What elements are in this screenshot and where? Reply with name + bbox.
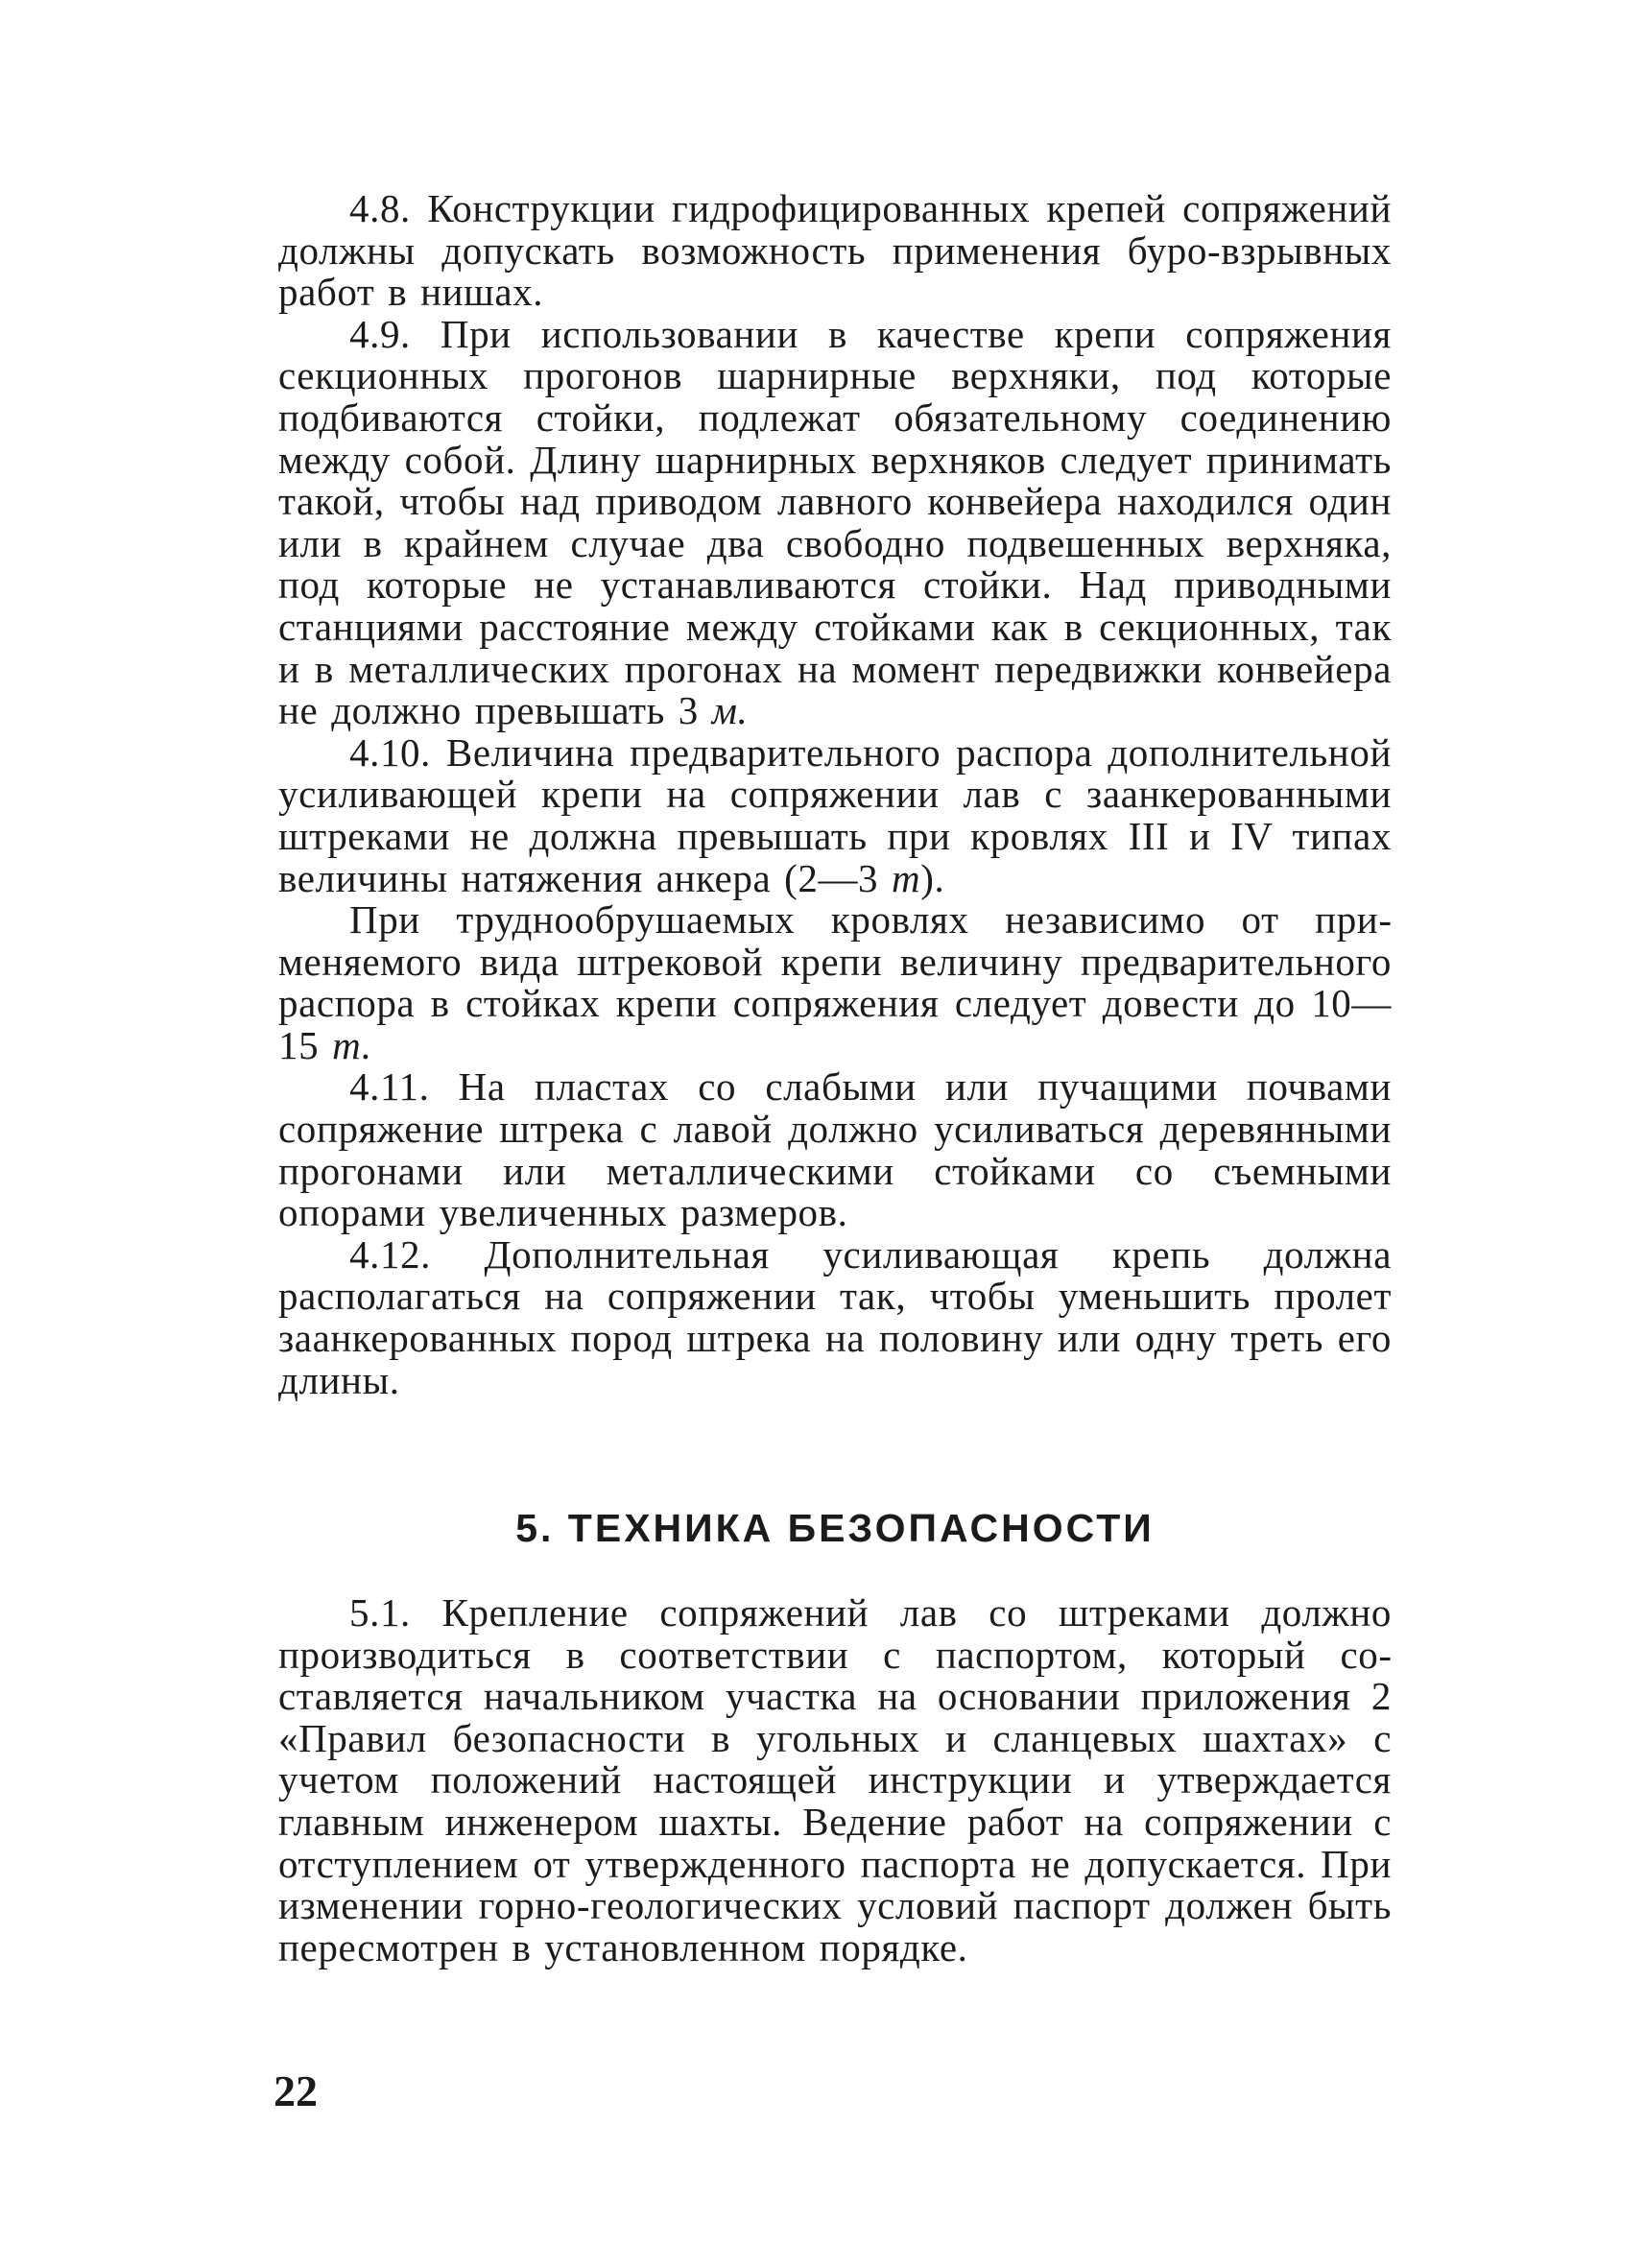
paragraph-4-11: [278, 1066, 1392, 1233]
paragraph-tail: ).: [920, 855, 945, 900]
paragraph-4-10: [278, 729, 1392, 900]
paragraph-4-10-continued: [278, 899, 1392, 1066]
paragraph-text: 5.1. Крепление сопряжений лав со штреками должно производиться в соответствии с паспортом, который составляется начальником участка на основании приложения 2 «Правил безопасности в угольных и сланцевых шахтах» с учетом положений настоящей инструкции и утверждается главным инженером шахты. Ведение работ на сопряжении с отступлением от утвержденного паспорта не допускается. При изменении горно-геологических условий паспорт должен быть пересмотрен в установленном порядке.: [278, 1590, 1392, 1970]
paragraph-text: 4.8. Конструкции гидрофицированных крепей сопряжений должны допускать возможность применения буро-взрывных работ в нишах.: [278, 186, 1392, 315]
paragraph-text: При труднообрушаемых кровлях независимо от применяемого вида штрековой крепи величину предварительного распора в стойках крепи сопряжения следует довести до 10—15: [278, 897, 1392, 1067]
paragraph-4-9: [278, 311, 1392, 733]
unit-label: м.: [711, 688, 749, 733]
unit-label: т: [892, 855, 921, 900]
paragraph-4-12: [278, 1231, 1392, 1402]
paragraph-4-8: [278, 188, 1392, 314]
section-heading: 5. ТЕХНИКА БЕЗОПАСНОСТИ: [515, 1506, 1155, 1550]
unit-label: т.: [332, 1022, 372, 1067]
section-4-continuation: [278, 188, 1392, 1401]
paragraph-text: 4.11. На пластах со слабыми или пучащими почвами сопряжение штрека с лавой должно усиливаться деревянными прогонами или металлическими стойками со съемными опорами увеличенных размеров.: [278, 1064, 1392, 1235]
paragraph-text: 4.10. Величина предварительного распора дополнительной усиливающей крепи на сопряжении лав с заанкерованными штреками не должна превышать при кровлях III и IV типах величины натяжения анкера (2—3: [278, 729, 1392, 900]
section-5-body: [278, 1592, 1392, 1969]
paragraph-5-1: [278, 1592, 1392, 1969]
page-number: 22: [274, 2066, 318, 2115]
paragraph-text: 4.9. При использовании в качестве крепи сопряжения секционных прогонов шарнирные верхняки, под которые подбиваются стойки, подлежат обязательному соединению между собой. Длину шарнирных верхняков следует принимать такой, чтобы над приводом лавного конвейера находился один или в крайнем случае два свободно подвешенных верхняка, под которые не устанавливаются стойки. Над приводными станциями расстояние между стойками как в секционных, так и в металлических прогонах на момент передвижки конвейера не должно превышать 3: [278, 311, 1392, 733]
paragraph-text: 4.12. Дополнительная усиливающая крепь должна располагаться на сопряжении так, чтобы уменьшить пролет заанкерованных пород штрека на половину или одну треть его длины.: [278, 1231, 1392, 1402]
